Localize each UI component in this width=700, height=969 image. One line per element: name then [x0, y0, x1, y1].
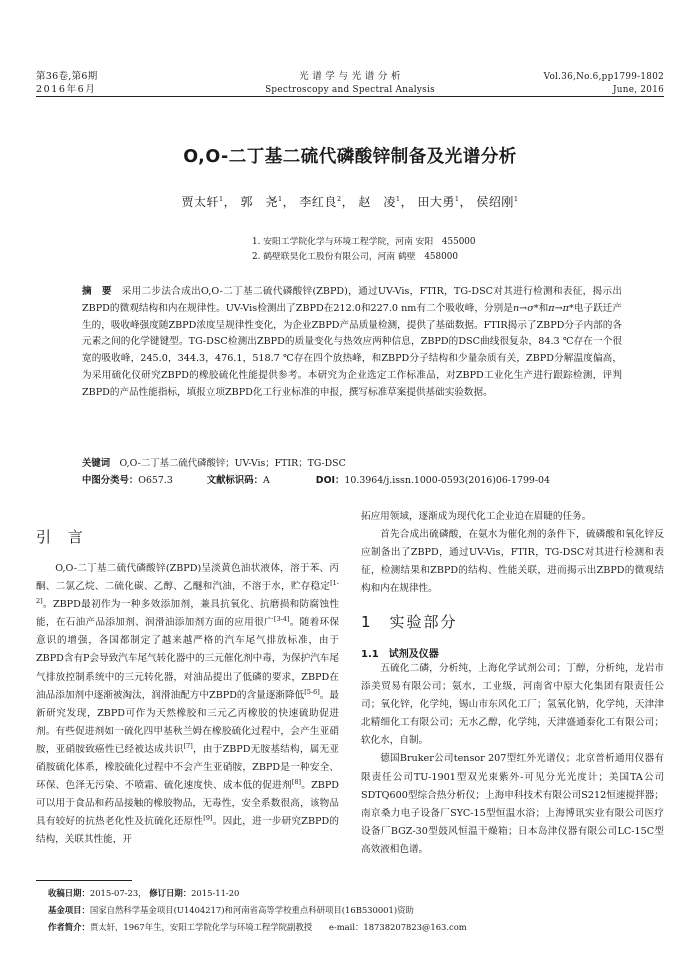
affiliations	[252, 235, 476, 265]
subsection-1-1-heading: 1.1 试剂及仪器	[361, 649, 439, 660]
bio-text: 贾太轩，1967年生，安阳工学院化学与环境工程学院副教授 e-mail：18738207823@163.com	[89, 922, 467, 932]
author-affiliation-mark: 1	[277, 195, 283, 203]
instruments-paragraph: 德国Bruker公司tensor 207型红外光谱仪；北京普析通用仪器有限责任公司TU-1901型双光束紫外-可见分光光度计；美国TA公司SDTQ600型综合热分析仪；上海申科技术有限公司S212恒速搅拌器；南京桑力电子设备厂SYC-15型恒温水浴；上海博讯实业有限公司医疗设备厂BGZ-30型鼓风恒温干燥箱；日本岛津仪器有限公司LC-15C型高效液相色谱。	[361, 753, 664, 855]
citation: [1-2]	[36, 578, 339, 605]
received-label: 收稿日期：	[48, 888, 90, 898]
journal-title-en: Spectroscopy and Spectral Analysis	[265, 85, 435, 95]
keywords	[82, 457, 642, 471]
citation: [8]	[291, 777, 302, 786]
footnote-dates	[48, 887, 239, 899]
footnote-author-bio	[48, 921, 467, 933]
affiliation-1: 1. 安阳工学院化学与环境工程学院，河南 安阳 455000	[252, 237, 476, 247]
header-rule	[36, 96, 664, 97]
bio-label: 作者简介：	[48, 922, 90, 932]
author: 李红良	[299, 195, 337, 209]
materials-paragraph: 五硫化二磷，分析纯，上海化学试剂公司；丁醇，分析纯，龙岩市添美贸易有限公司；氨水，工业级，河南省中原大化集团有限责任公司；氧化锌，化学纯，锡山市东风化工厂；氢氧化钠，化学纯，天津津北精细化工有限公司；无水乙醇，化学纯，天津盛通泰化工有限公司；软化水，自制。	[361, 663, 664, 747]
intro-continuation: 拓应用领域，逐渐成为现代化工企业迫在眉睫的任务。	[361, 511, 592, 522]
abstract-text: 电子跃迁产生的，吸收峰强度随ZBPD浓度呈规律性变化，为企业ZBPD产品质量检测，提供了基础数据。FTIR揭示了ZBPD分子内部的各元素之间的化学键键型。TG-DSC检测出ZBPD的质量变化与热效应两种信息，ZBPD的DSC曲线很复杂，84.3 ℃存在一个很宽的吸收峰，245.0，344.3，476.1，518.7 ℃存在四个放热峰，和ZBPD分子结构和少量杂质有关，ZBPD分解温度偏高，为采用硫化仪研究ZBPD的橡胶硫化性能提供参考。本研究为企业选定工作标准品，对ZBPD工业化生产进行跟踪检测，评判ZBPD的产品性能指标，填报立项ZBPD化工行业标准的申报，撰写标准草案提供基础实验数据。	[82, 302, 623, 398]
author-affiliation-mark: 1	[454, 195, 460, 203]
intro-column-right	[361, 508, 664, 598]
intro-paragraph-1	[36, 560, 339, 850]
funding-text: 国家自然科学基金项目(U1404217)和河南省高等学校重点科研项目(16B530001)资助	[89, 905, 414, 915]
abstract-n: n	[512, 302, 520, 314]
funding-label: 基金项目：	[48, 905, 90, 915]
abstract: 摘 要 采用二步法合成出O,O-二丁基二硫代磷酸锌(ZBPD)，通过UV-Vis，FTIR，TG-DSC对其进行检测和表征，揭示出ZBPD的微观结构和内在规律性。UV-Vis检测出了ZBPD在212.0和227.0 nm有二个吸收峰，分别是n→σ*和π→π*电子跃迁产生的，吸收峰强度随ZBPD浓度呈规律性变化，为企业ZBPD产品质量检测，提供了基础数据。FTIR揭示了ZBPD分子内部的各元素之间的化学键键型。TG-DSC检测出ZBPD的质量变化与热效应两种信息，ZBPD的DSC曲线很复杂，84.3 ℃存在一个很宽的吸收峰，245.0，344.3，476.1，518.7 ℃存在四个放热峰，和ZBPD分子结构和少量杂质有关，ZBPD分解温度偏高，为采用硫化仪研究ZBPD的橡胶硫化性能提供参考。本研究为企业选定工作标准品，对ZBPD工业化生产进行跟踪检测，评判ZBPD的产品性能指标，填报立项ZBPD化工行业标准的申报，撰写标准草案提供基础实验数据。	[82, 286, 623, 398]
journal-volume-issue: 第36卷,第6期	[36, 71, 98, 82]
clc-code: O657.3	[138, 475, 173, 486]
author-list: 贾太轩$^1$， 郭 尧$^1$， 李红良$^2$， 赵 凌$^1$， 田大勇$^1$， 侯绍刚$^1$	[181, 195, 519, 209]
revised-label: 修订日期：	[149, 888, 192, 898]
abstract-pi-star: π*	[562, 302, 574, 314]
doi-label: DOI：	[315, 475, 345, 486]
citation: [7]	[183, 741, 193, 750]
citation: [3-4]	[273, 615, 290, 624]
section-1-heading: 1 实验部分	[361, 613, 458, 631]
intro-text: 。ZBPD最初作为一种多效添加剂，兼具抗氧化、抗磨损和防腐蚀性能，在石油产品添加剂、润滑油添加剂方面的应用很广	[36, 599, 339, 629]
author-affiliation-mark: 2	[336, 195, 342, 203]
author: 赵 凌	[358, 195, 396, 209]
materials-column	[361, 660, 664, 859]
abstract-text: 采用二步法合成出O,O-二丁基二硫代磷酸锌(ZBPD)，通过UV-Vis，FTIR，TG-DSC对其进行检测和表征，揭示出ZBPD的微观结构和内在规律性。UV-Vis检测出了ZBPD在212.0和227.0 nm有二个吸收峰，分别是	[82, 286, 622, 314]
abstract-label: 摘 要	[82, 286, 112, 297]
abstract-and: 和	[538, 302, 549, 314]
citation: [5-6]	[304, 687, 320, 696]
intro-column-left	[36, 560, 339, 850]
abstract-pi: π	[548, 302, 555, 314]
doc-code: A	[263, 475, 270, 486]
intro-text: 。ZBPD可以用于食品和药品接触的橡胶物品，无毒性，安全系数很高，该物品具有较好的抗热老化性及抗硫化还原性	[36, 780, 339, 828]
author: 田大勇	[417, 195, 455, 209]
journal-pages: Vol.36,No.6,pp1799-1802	[543, 72, 664, 82]
citation: [9]	[203, 814, 213, 823]
abstract-sigma-star: σ*	[527, 302, 539, 314]
author: 郭 尧	[240, 195, 278, 209]
affiliation-2: 2. 鹤壁联昊化工股份有限公司，河南 鹤壁 458000	[252, 252, 458, 262]
author-affiliation-mark: 1	[218, 195, 224, 203]
paper-title: O,O-二丁基二硫代磷酸锌制备及光谱分析	[183, 147, 517, 167]
classification	[82, 474, 642, 488]
author-affiliation-mark: 1	[395, 195, 401, 203]
footnote-funding	[48, 904, 414, 916]
author-affiliation-mark: 1	[513, 195, 519, 203]
revised-date: 2015-11-20	[191, 888, 240, 898]
footnote-rule	[36, 880, 132, 881]
intro-heading: 引 言	[36, 528, 89, 546]
journal-month-en: June, 2016	[612, 85, 664, 95]
keywords-text: O,O-二丁基二硫代磷酸锌；UV-Vis；FTIR；TG-DSC	[119, 458, 346, 469]
journal-date: 2016年6月	[36, 84, 97, 95]
doc-code-label: 文献标识码：	[206, 475, 264, 486]
doi[interactable]: 10.3964/j.issn.1000-0593(2016)06-1799-04	[344, 475, 550, 486]
intro-text: 。随着环保意识的增强，各国都制定了越来越严格的汽车尾气排放标准，由于ZBPD含有P会导致汽车尾气转化器中的三元催化剂中毒，为保护汽车尾气排放控制系统中的三元转化器，对油品提出了低磷的要求，ZBPD在油品添加剂中逐渐被淘汰，润滑油配方中ZBPD的含量逐渐降低	[36, 617, 340, 701]
intro-text: O,O-二丁基二硫代磷酸锌(ZBPD)呈淡黄色油状液体，溶于苯、丙酮、二氯乙烷、二硫化碳、乙醇、乙醚和汽油，不溶于水，贮存稳定	[36, 563, 339, 593]
journal-title-cn: 光 谱 学 与 光 谱 分 析	[299, 71, 401, 82]
received-date: 2015-07-23，	[89, 888, 147, 898]
author: 贾太轩	[181, 195, 219, 209]
author: 侯绍刚	[476, 195, 514, 209]
intro-text: 。最新研究发现，ZBPD可作为天然橡胶和三元乙丙橡胶的快速硫助促进剂。有些促进剂如一硫化四甲基秋兰姆在橡胶硫化过程中，会产生亚硝胺，亚硝胺致癌性已经被达成共识	[36, 689, 339, 755]
intro-paragraph-2: 首先合成出硫磷酸，在氨水为催化剂的条件下，硫磷酸和氧化锌反应制备出了ZBPD，通过UV-Vis，FTIR，TG-DSC对其进行检测和表征，检测结果和ZBPD的结构、性能关联，进而揭示出ZBPD的微观结构和内在规律性。	[361, 529, 664, 595]
keywords-label: 关键词	[82, 458, 111, 469]
intro-text: ，由于ZBPD无胺基结构，属无亚硝胺硫化体系，橡胶硫化过程中不会产生亚硝胺，ZBPD是一种安全、环保、色泽无污染、不喷霜、硫化速度快、成本低的促进剂	[36, 743, 339, 792]
clc-label: 中图分类号：	[82, 475, 139, 486]
intro-text: 。因此，进一步研究ZBPD的结构，关联其性能，开	[36, 816, 340, 846]
